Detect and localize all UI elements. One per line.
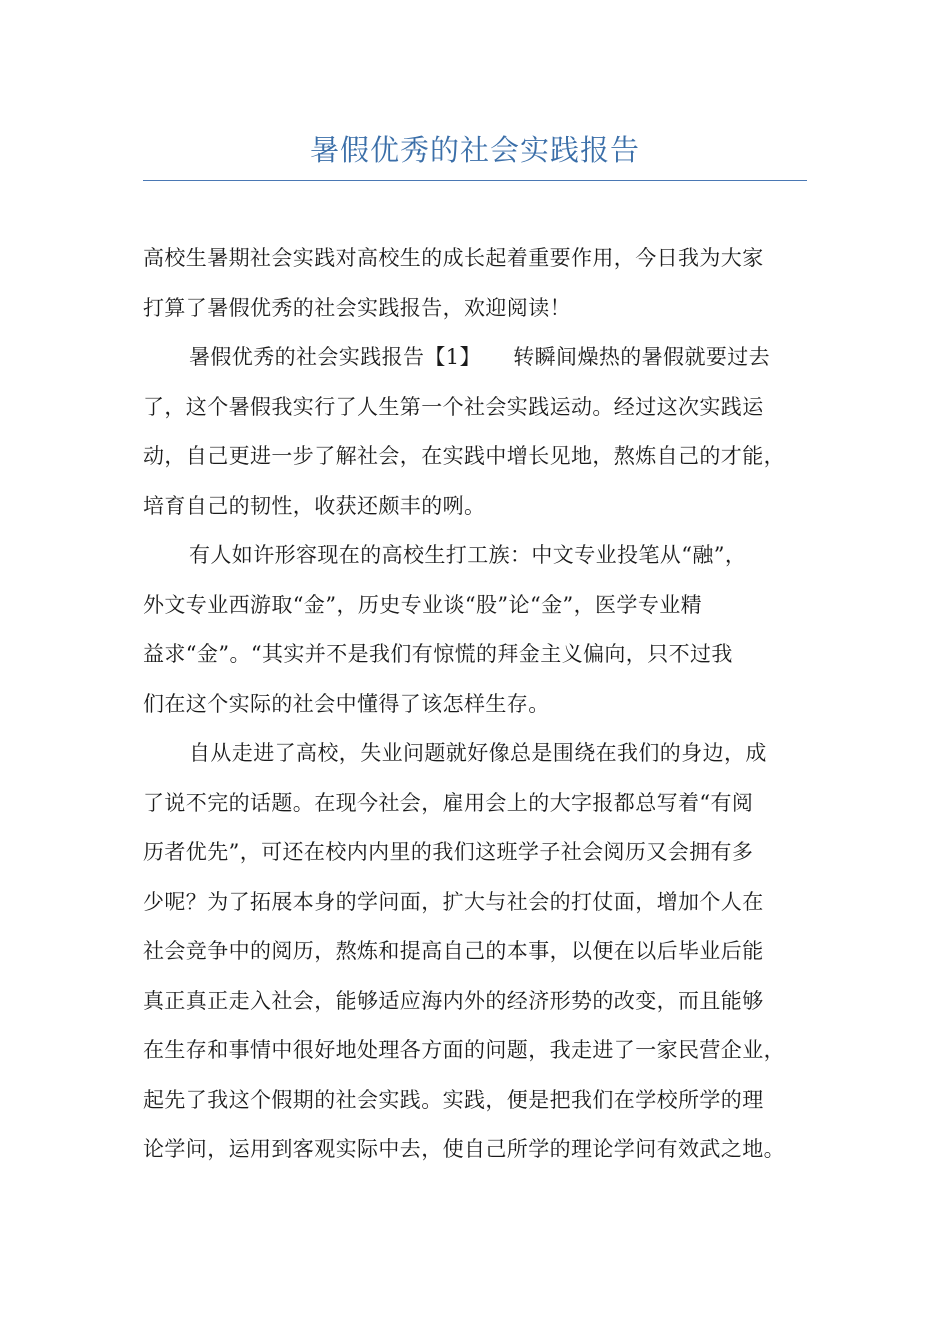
text-line: 论学问，运用到客观实际中去，使自己所学的理论学问有效武之地。 — [143, 1137, 785, 1161]
text-line: 自从走进了高校，失业问题就好像总是围绕在我们的身边，成 — [189, 741, 767, 765]
text-line: 暑假优秀的社会实践报告【1】 转瞬间燥热的暑假就要过去 — [189, 345, 771, 369]
text-line: 打算了暑假优秀的社会实践报告，欢迎阅读！ — [143, 295, 571, 320]
text-line: 历者优先”，可还在校内内里的我们这班学子社会阅历又会拥有多 — [143, 840, 754, 864]
text-line: 高校生暑期社会实践对高校生的成长起着重要作用，今日我为大家 — [143, 246, 764, 270]
text-line: 在生存和事情中很好地处理各方面的问题，我走进了一家民营企业， — [143, 1038, 785, 1062]
text-line: 有人如许形容现在的高校生打工族：中文专业投笔从“融”， — [189, 543, 747, 567]
text-line: 少呢？为了拓展本身的学问面，扩大与社会的打仗面，增加个人在 — [143, 889, 764, 914]
text-line: 了说不完的话题。在现今社会，雇用会上的大字报都总写着“有阅 — [143, 790, 754, 815]
text-line: 外文专业西游取“金”，历史专业谈“股”论“金”，医学专业精 — [143, 592, 703, 617]
text-line: 培育自己的韧性，收获还颇丰的咧。 — [143, 493, 486, 518]
text-line: 们在这个实际的社会中懂得了该怎样生存。 — [143, 691, 550, 716]
text-line: 动，自己更进一步了解社会，在实践中增长见地，熬炼自己的才能， — [143, 444, 785, 468]
text-line: 真正真正走入社会，能够适应海内外的经济形势的改变，而且能够 — [143, 988, 764, 1013]
document-body — [143, 234, 827, 1175]
text-line: 益求“金”。“其实并不是我们有惊慌的拜金主义偏向，只不过我 — [143, 642, 733, 666]
text-line: 起先了我这个假期的社会实践。实践，便是把我们在学校所学的理 — [143, 1087, 764, 1112]
title-underline — [143, 180, 807, 181]
document-title: 暑假优秀的社会实践报告 — [309, 133, 640, 167]
text-line: 社会竞争中的阅历，熬炼和提高自己的本事，以便在以后毕业后能 — [143, 939, 764, 963]
text-line: 了，这个暑假我实行了人生第一个社会实践运动。经过这次实践运 — [143, 394, 764, 419]
